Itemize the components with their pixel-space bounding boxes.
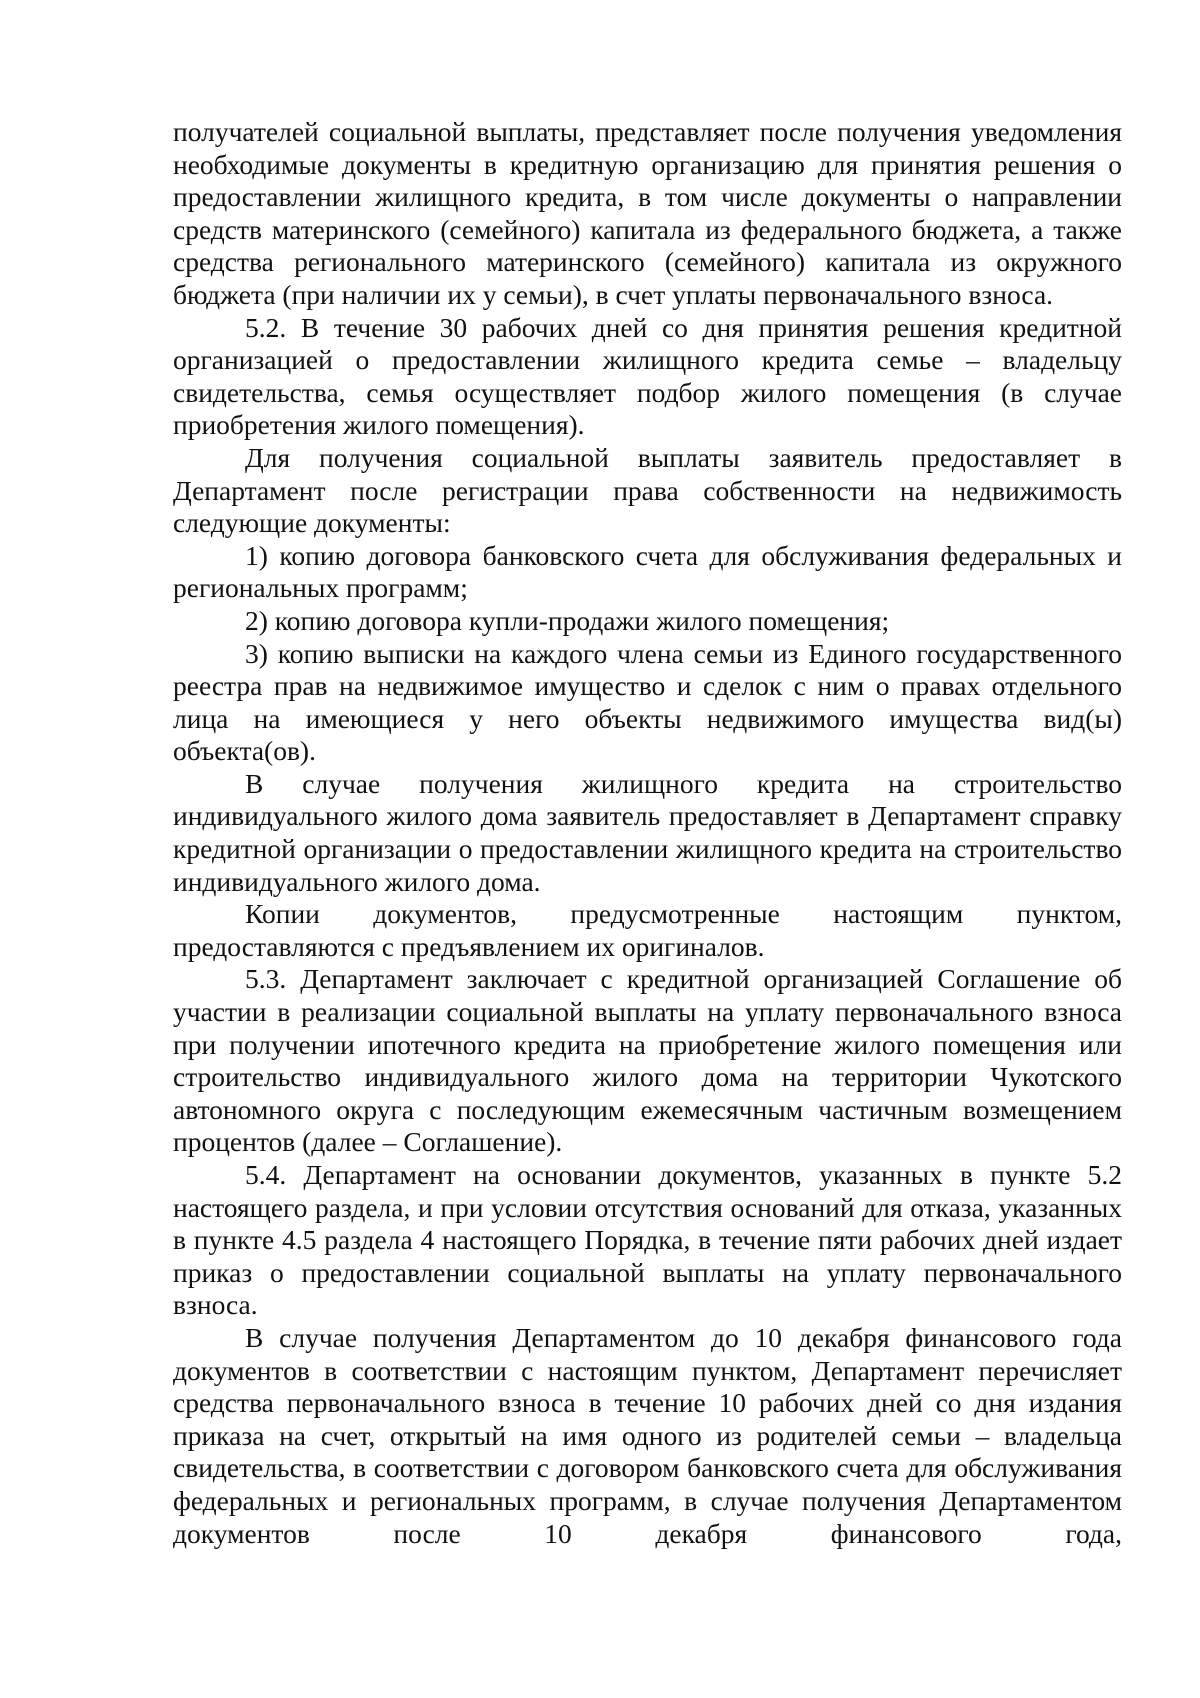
paragraph-transfer: В случае получения Департаментом до 10 декабря финансового года документов в соответствии с настоящим пунктом, Департамент перечисляет средства первоначального взноса в течение 10 рабочих дней со дня издания приказа на счет, открытый на имя одного из родителей семьи – владельца свидетельства, в соответствии с договором банковского счета для обслуживания федеральных и региональных программ, в случае получения Департаментом документов после 10 декабря финансового года, <box>173 1321 1122 1549</box>
list-item-1: 1) копию договора банковского счета для обслуживания федеральных и региональных программ; <box>173 539 1122 604</box>
paragraph-continuation: получателей социальной выплаты, представляет после получения уведомления необходимые документы в кредитную организацию для принятия решения о предоставлении жилищного кредита, в том числе документы о направлении средств материнского (семейного) капитала из федерального бюджета, а также средства регионального материнского (семейного) капитала из окружного бюджета (при наличии их у семьи), в счет уплаты первоначального взноса. <box>173 116 1122 310</box>
document-page <box>173 116 1122 1550</box>
paragraph-construction-case: В случае получения жилищного кредита на строительство индивидуального жилого дома заявитель предоставляет в Департамент справку кредитной организации о предоставлении жилищного кредита на строительство индивидуального жилого дома. <box>173 767 1122 897</box>
paragraph-5-3: 5.3. Департамент заключает с кредитной организацией Соглашение об участии в реализации социальной выплаты на уплату первоначального взноса при получении ипотечного кредита на приобретение жилого помещения или строительство индивидуального жилого дома на территории Чукотского автономного округа с последующим ежемесячным частичным возмещением процентов (далее – Соглашение). <box>173 963 1122 1158</box>
paragraph-copies: Копии документов, предусмотренные настоящим пунктом, предоставляются с предъявлением их оригиналов. <box>173 898 1122 962</box>
list-item-2: 2) копию договора купли-продажи жилого помещения; <box>245 604 890 636</box>
paragraph-documents-intro: Для получения социальной выплаты заявитель предоставляет в Департамент после регистрации права собственности на недвижимость следующие документы: <box>173 441 1122 539</box>
list-item-3: 3) копию выписки на каждого члена семьи из Единого государственного реестра прав на недвижимое имущество и сделок с ним о правах отдельного лица на имеющиеся у него объекты недвижимого имущества вид(ы) объекта(ов). <box>173 637 1122 767</box>
paragraph-5-4: 5.4. Департамент на основании документов, указанных в пункте 5.2 настоящего раздела, и при условии отсутствия оснований для отказа, указанных в пункте 4.5 раздела 4 настоящего Порядка, в течение пяти рабочих дней издает приказ о предоставлении социальной выплаты на уплату первоначального взноса. <box>173 1159 1122 1321</box>
paragraph-5-2: 5.2. В течение 30 рабочих дней со дня принятия решения кредитной организацией о предоставлении жилищного кредита семье – владельцу свидетельства, семья осуществляет подбор жилого помещения (в случае приобретения жилого помещения). <box>173 311 1122 441</box>
